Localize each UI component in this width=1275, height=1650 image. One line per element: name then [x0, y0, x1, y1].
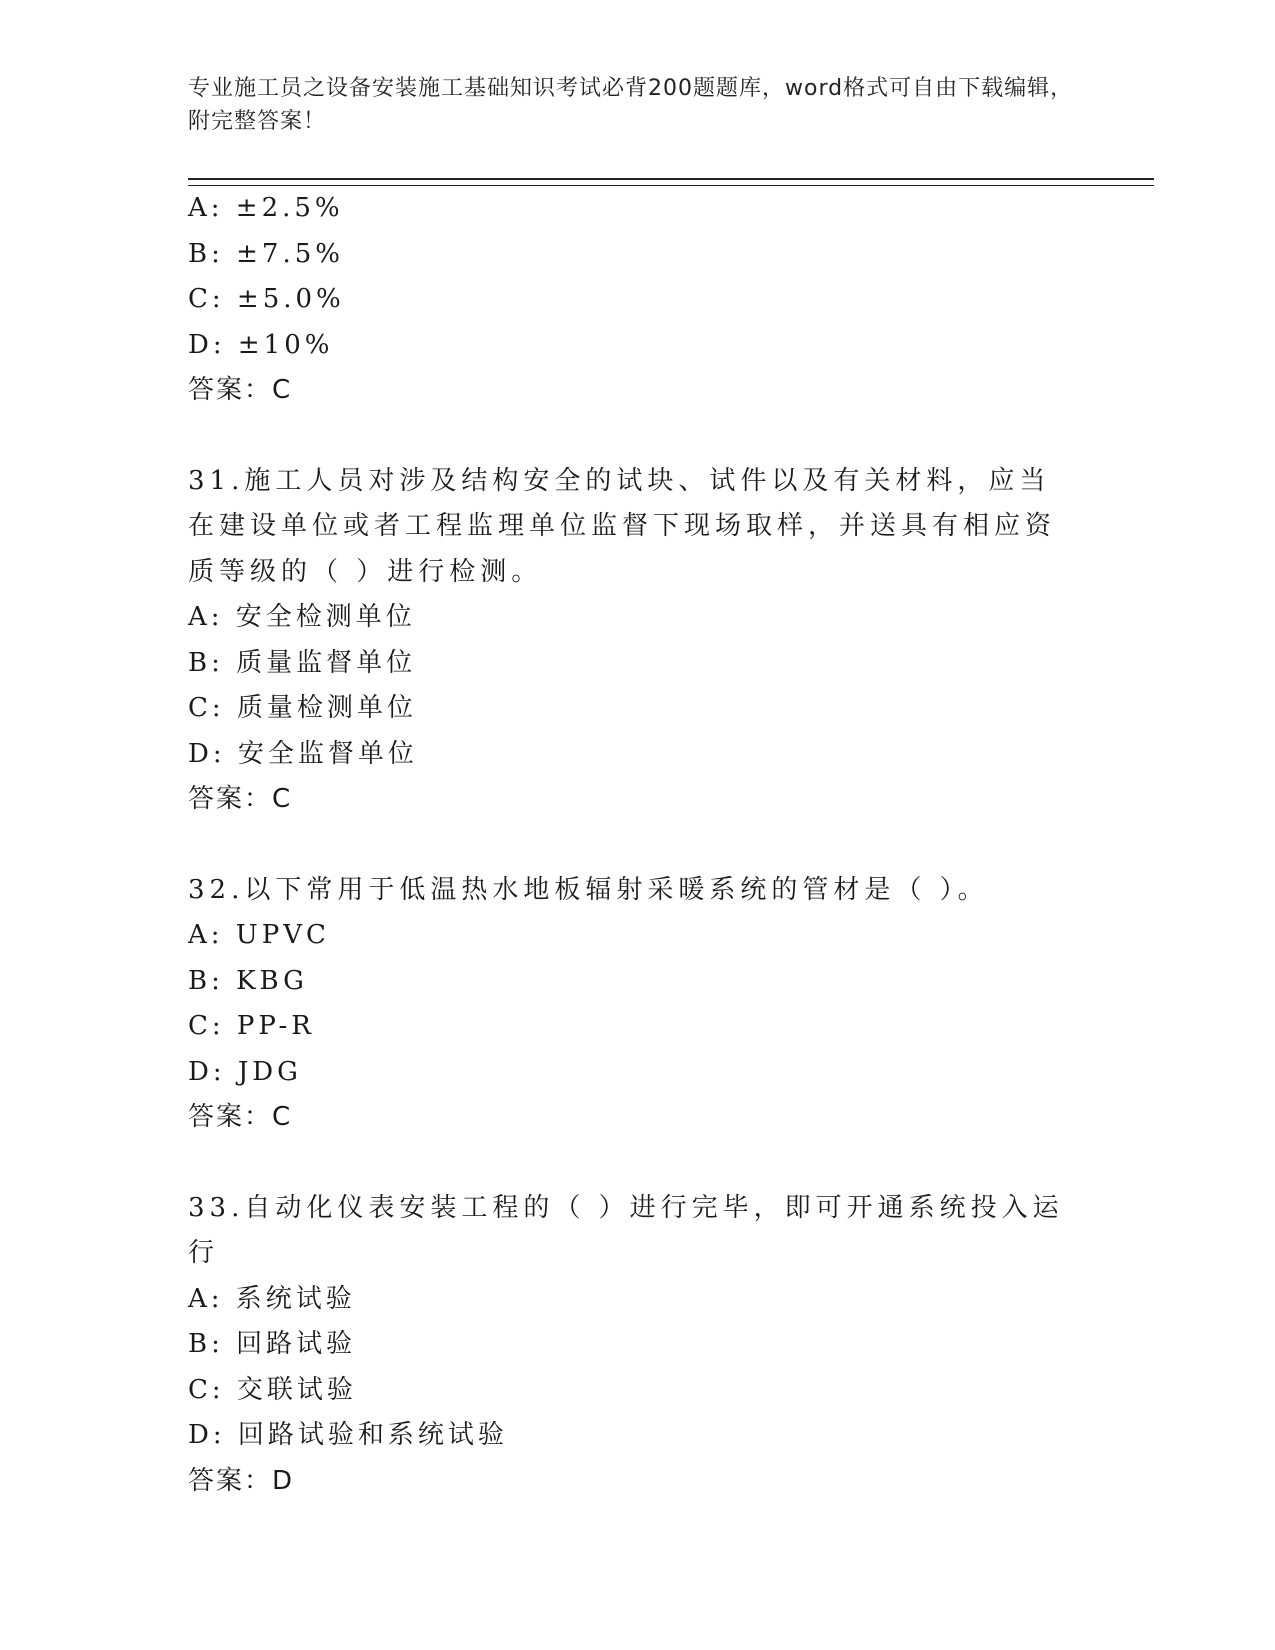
option-b: B: KBG [188, 965, 308, 996]
document-header: 专业施工员之设备安装施工基础知识考试必背200题题库，word格式可自由下载编辑，附完整答案！ [188, 76, 1074, 134]
question-text: 31.施工人员对涉及结构安全的试块、试件以及有关材料，应当在建设单位或者工程监理单位监督下现场取样，并送具有相应资质等级的（ ）进行检测。 [188, 465, 1057, 587]
option-c: C: 质量检测单位 [188, 693, 417, 723]
header-divider [188, 178, 1154, 186]
answer-line: 答案：C [188, 1102, 293, 1132]
option-a: A: ±2.5% [188, 193, 344, 223]
question-33 [188, 1186, 1108, 1505]
option-b: B: 回路试验 [188, 1329, 357, 1359]
option-b: B: 质量监督单位 [188, 647, 417, 678]
spacer [188, 823, 1108, 868]
option-d: D: 安全监督单位 [188, 738, 418, 769]
question-30-continuation [188, 186, 1108, 414]
answer-line: 答案：C [188, 784, 293, 814]
option-c: C: ±5.0% [188, 284, 345, 314]
question-31 [188, 459, 1108, 823]
option-d: D: 回路试验和系统试验 [188, 1420, 508, 1450]
question-32 [188, 868, 1108, 1141]
option-a: A: 系统试验 [188, 1283, 356, 1314]
option-a: A: 安全检测单位 [188, 602, 416, 632]
option-d: D: ±10% [188, 329, 334, 360]
answer-line: 答案：C [188, 375, 293, 405]
option-d: D: JDG [188, 1056, 302, 1087]
option-b: B: ±7.5% [188, 238, 344, 269]
option-a: A: UPVC [188, 920, 330, 950]
question-text: 32.以下常用于低温热水地板辐射采暖系统的管材是（ ）。 [188, 874, 989, 905]
spacer [188, 414, 1108, 459]
option-c: C: PP-R [188, 1011, 315, 1041]
question-text: 33.自动化仪表安装工程的（ ）进行完毕，即可开通系统投入运行 [188, 1192, 1064, 1268]
answer-line: 答案：D [188, 1465, 295, 1496]
document-body [188, 186, 1108, 1504]
option-c: C: 交联试验 [188, 1374, 357, 1405]
spacer [188, 1141, 1108, 1186]
